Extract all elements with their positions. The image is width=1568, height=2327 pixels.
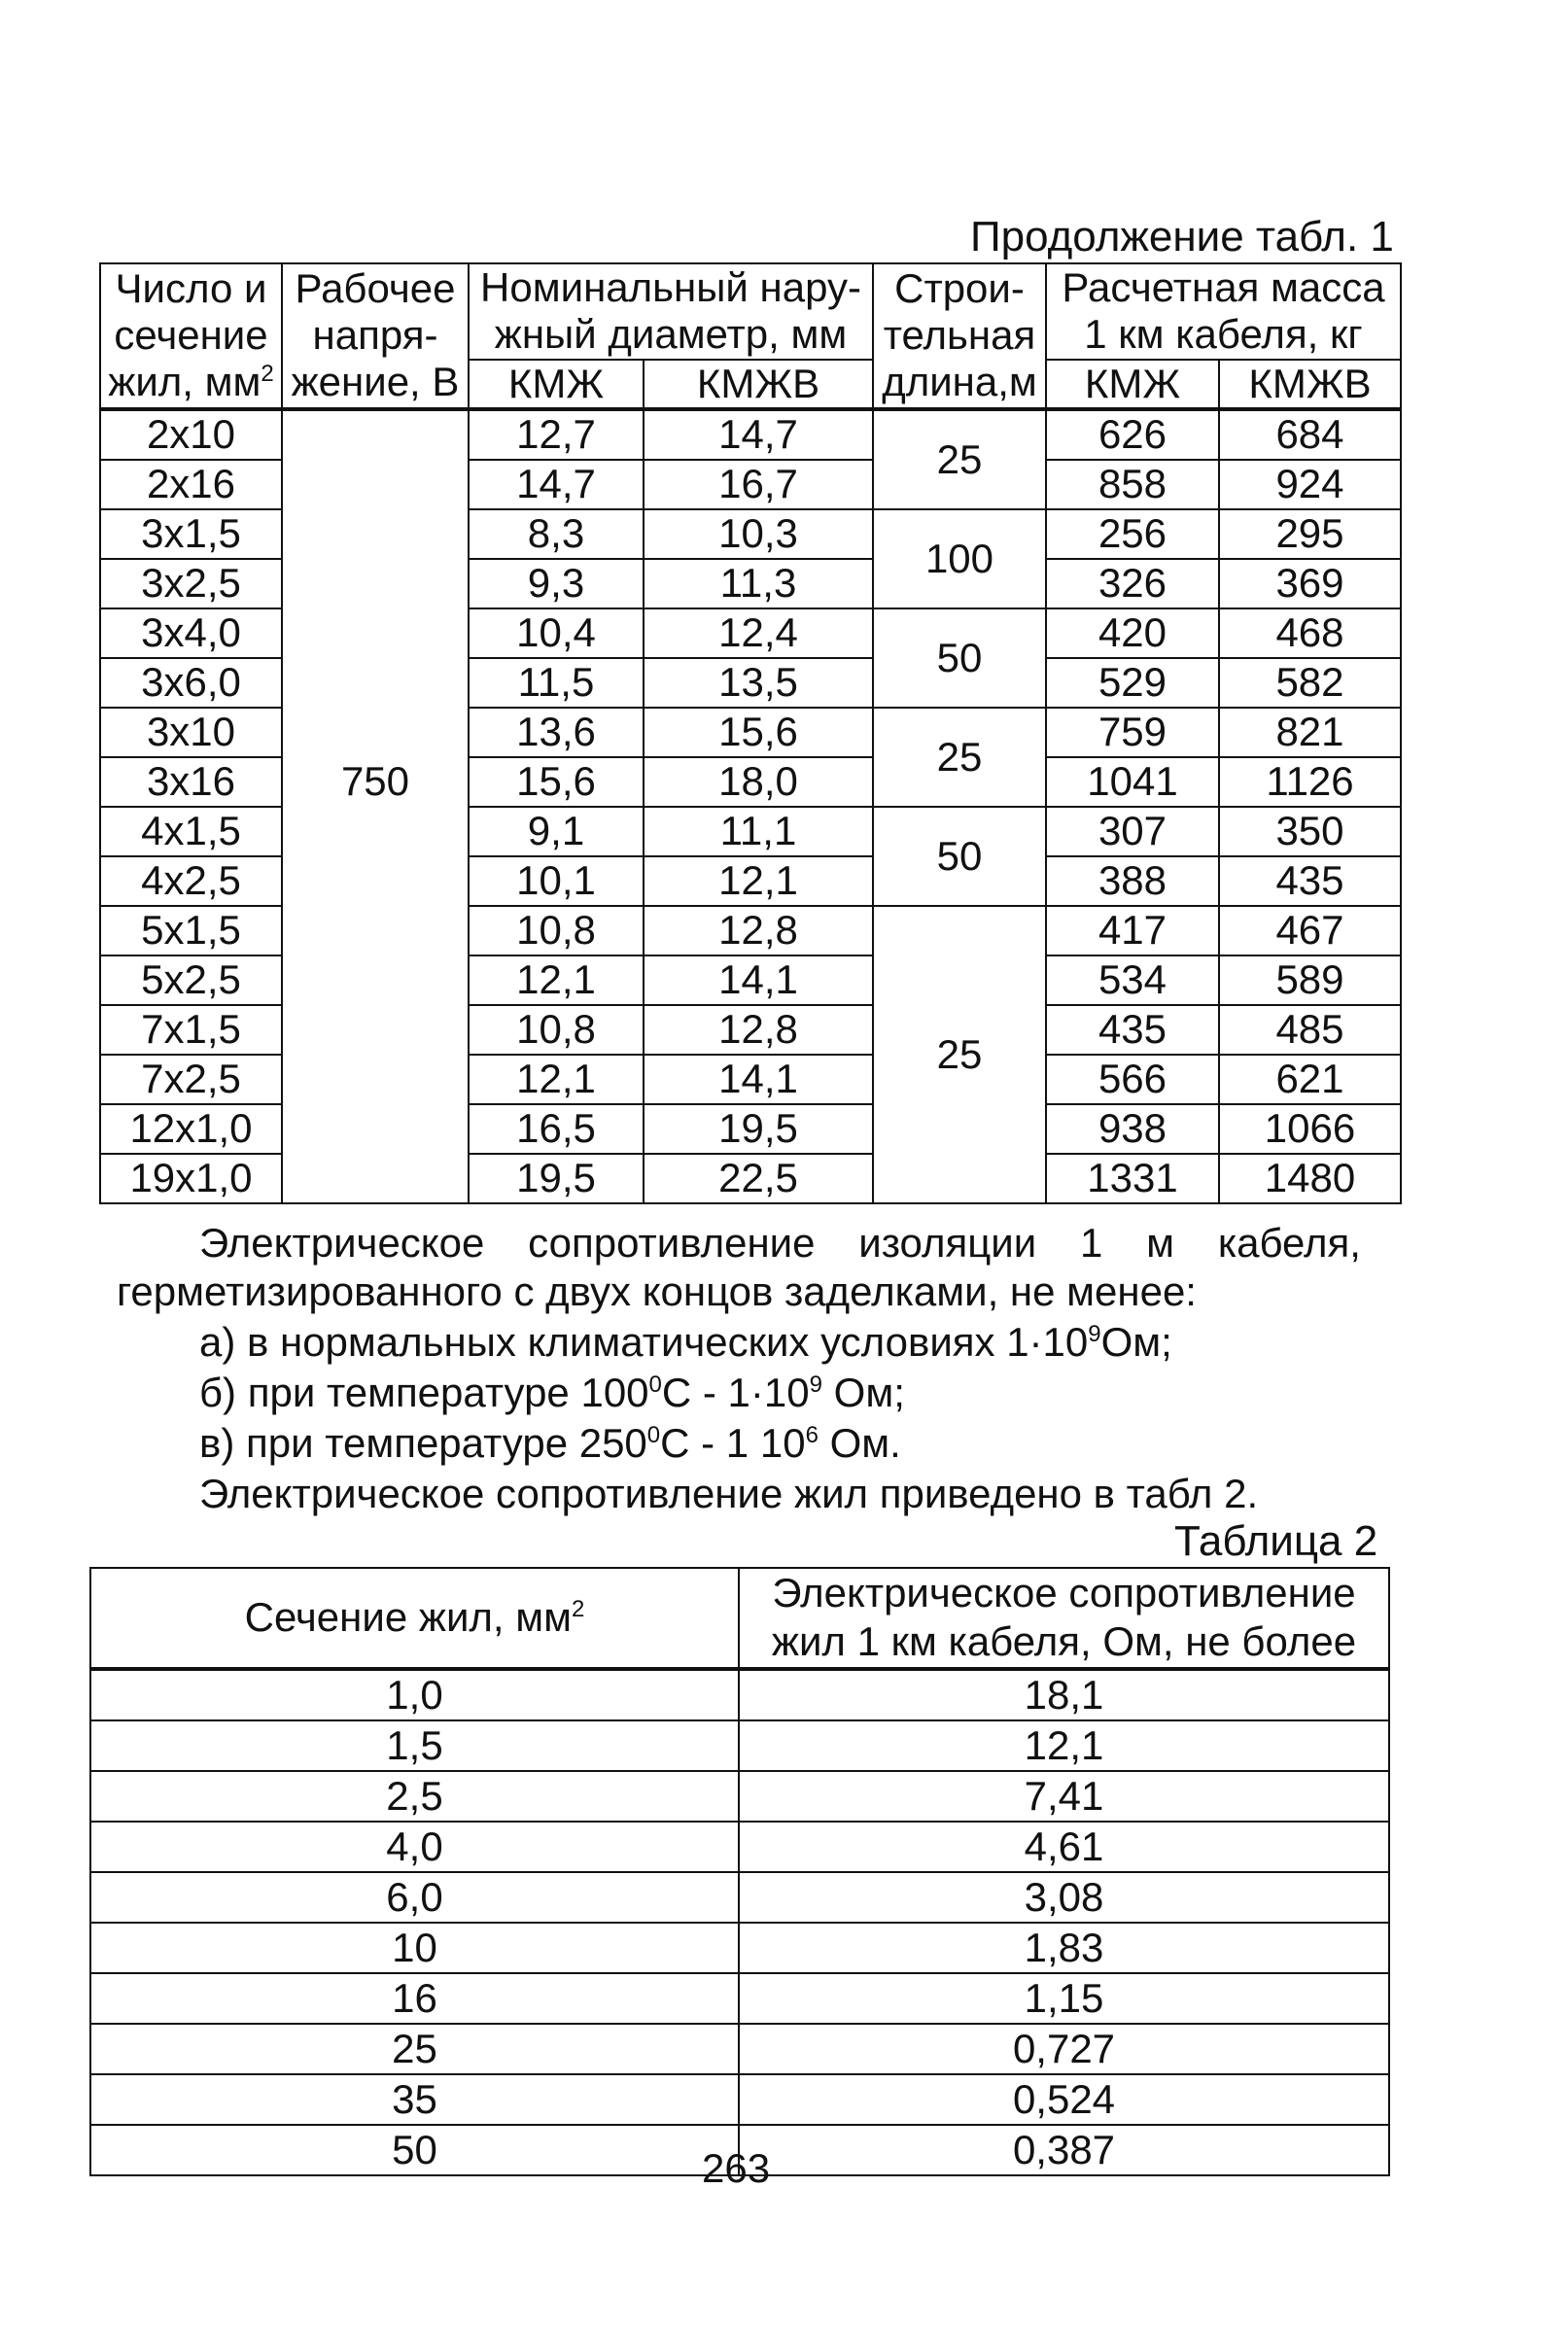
cell-mass-kmzhv: 621 (1219, 1055, 1401, 1104)
table-row (90, 1771, 1389, 1822)
table-row (90, 1669, 1389, 1720)
cell-section: 3х6,0 (100, 658, 282, 708)
cell-diameter-kmzh: 19,5 (469, 1154, 644, 1203)
cell-mass-kmzh: 256 (1046, 509, 1219, 559)
cell-voltage (282, 559, 469, 608)
item-b: б) при температуре $100^0С - 1\cdot 10^9$ Ом; (199, 1370, 905, 1415)
cell-diameter-kmzh: 12,7 (469, 409, 644, 460)
cell-mass-kmzh: 534 (1046, 955, 1219, 1005)
t2-header-section: Сечение жил, $мм^2$ (90, 1568, 739, 1669)
cell-diameter-kmzhv: 13,5 (644, 658, 873, 708)
cell-resistance: 4,61 (739, 1822, 1389, 1872)
cell-section: 3х10 (100, 708, 282, 757)
cell-section: 3х2,5 (100, 559, 282, 608)
cell-voltage (282, 1104, 469, 1154)
cell-mass-kmzhv: 1126 (1219, 757, 1401, 807)
cell-diameter-kmzh: 8,3 (469, 509, 644, 559)
item-a: а) в нормальных климатических условиях $1\cdot 10^9Ом$; (199, 1319, 1172, 1365)
cell-length: 25 (873, 906, 1046, 1203)
table-row (100, 658, 1401, 708)
cell-section: 19х1,0 (100, 1154, 282, 1203)
cell-mass-kmzh: 626 (1046, 409, 1219, 460)
cell-section: 5х2,5 (100, 955, 282, 1005)
cell-diameter-kmzh: 16,5 (469, 1104, 644, 1154)
cell-voltage (282, 955, 469, 1005)
cell-section: 5х1,5 (100, 906, 282, 955)
cell-section: 2х16 (100, 460, 282, 509)
cell-length: 25 (873, 409, 1046, 509)
cell-section: 6,0 (90, 1872, 739, 1923)
cell-length: 100 (873, 509, 1046, 608)
cell-voltage (282, 409, 469, 460)
cell-diameter-kmzh: 10,8 (469, 906, 644, 955)
cell-diameter-kmzh: 13,6 (469, 708, 644, 757)
cell-mass-kmzh: 420 (1046, 608, 1219, 658)
cell-diameter-kmzh: 9,3 (469, 559, 644, 608)
cell-diameter-kmzh: 14,7 (469, 460, 644, 509)
cell-voltage (282, 1055, 469, 1104)
cell-mass-kmzh: 938 (1046, 1104, 1219, 1154)
table-row (90, 1872, 1389, 1923)
cell-section: 4х2,5 (100, 856, 282, 906)
table1-caption: Продолжение табл. 1 (970, 213, 1394, 260)
cell-mass-kmzh: 1331 (1046, 1154, 1219, 1203)
table-row (100, 559, 1401, 608)
cell-mass-kmzhv: 435 (1219, 856, 1401, 906)
t2-header-resistance: Электрическое сопротивление жил 1 км кабеля, Ом, не более (739, 1568, 1389, 1669)
table-row (90, 1720, 1389, 1771)
cell-mass-kmzh: 529 (1046, 658, 1219, 708)
cell-diameter-kmzhv: 22,5 (644, 1154, 873, 1203)
table-row (90, 1923, 1389, 1973)
cell-diameter-kmzhv: 14,1 (644, 955, 873, 1005)
cell-resistance: 1,15 (739, 1973, 1389, 2024)
table-row (100, 757, 1401, 807)
cell-resistance: 12,1 (739, 1720, 1389, 1771)
cell-diameter-kmzhv: 11,1 (644, 807, 873, 856)
cell-diameter-kmzhv: 19,5 (644, 1104, 873, 1154)
cell-mass-kmzhv: 485 (1219, 1005, 1401, 1055)
cell-diameter-kmzh: 15,6 (469, 757, 644, 807)
cell-mass-kmzh: 566 (1046, 1055, 1219, 1104)
cell-mass-kmzhv: 924 (1219, 460, 1401, 509)
cell-section: 16 (90, 1973, 739, 2024)
paragraph-insulation-line2: герметизированного с двух концов заделками, не менее: (117, 1268, 1197, 1314)
cell-diameter-kmzhv: 14,7 (644, 409, 873, 460)
cell-mass-kmzh: 326 (1046, 559, 1219, 608)
cell-mass-kmzhv: 582 (1219, 658, 1401, 708)
cell-diameter-kmzhv: 11,3 (644, 559, 873, 608)
header-mass-kmzhv: КМЖВ (1219, 360, 1401, 409)
cell-mass-kmzh: 307 (1046, 807, 1219, 856)
paragraph-insulation-line1: Электрическое сопротивление изоляции 1 м кабеля, (199, 1220, 1361, 1266)
cell-mass-kmzh: 435 (1046, 1005, 1219, 1055)
cell-section: 3х4,0 (100, 608, 282, 658)
cell-diameter-kmzhv: 16,7 (644, 460, 873, 509)
cell-section: 4х1,5 (100, 807, 282, 856)
table-row (100, 1055, 1401, 1104)
header-mass: Расчетная масса 1 км кабеля, кг (1046, 263, 1401, 360)
item-c: в) при температуре $250^0С - 1$ $10^6$ Ом. (199, 1420, 901, 1466)
table-row (100, 460, 1401, 509)
cell-diameter-kmzhv: 12,1 (644, 856, 873, 906)
cell-section: 50 (90, 2125, 739, 2175)
cell-length: 50 (873, 608, 1046, 708)
cell-section: 7х2,5 (100, 1055, 282, 1104)
header-diameter-kmzhv: КМЖВ (644, 360, 873, 409)
cell-section: 3х1,5 (100, 509, 282, 559)
cell-mass-kmzh: 759 (1046, 708, 1219, 757)
cell-diameter-kmzh: 10,4 (469, 608, 644, 658)
table-row (90, 2024, 1389, 2074)
cell-section: 10 (90, 1923, 739, 1973)
cell-section: 3х16 (100, 757, 282, 807)
table-row (100, 1104, 1401, 1154)
cell-diameter-kmzh: 12,1 (469, 955, 644, 1005)
cell-voltage (282, 460, 469, 509)
cell-length: 25 (873, 708, 1046, 807)
cell-voltage (282, 708, 469, 757)
cell-voltage (282, 1005, 469, 1055)
paragraph-resistance: Электрическое сопротивление жил приведено в табл 2. (199, 1471, 1259, 1516)
cell-mass-kmzhv: 1480 (1219, 1154, 1401, 1203)
cell-section: 7х1,5 (100, 1005, 282, 1055)
cell-mass-kmzh: 1041 (1046, 757, 1219, 807)
cell-voltage (282, 658, 469, 708)
cell-diameter-kmzh: 11,5 (469, 658, 644, 708)
header-diameter: Номинальный нару- жный диаметр, мм (469, 263, 873, 360)
cell-resistance: 18,1 (739, 1669, 1389, 1720)
cell-voltage (282, 608, 469, 658)
cell-diameter-kmzhv: 18,0 (644, 757, 873, 807)
cell-mass-kmzhv: 468 (1219, 608, 1401, 658)
cell-diameter-kmzhv: 12,8 (644, 906, 873, 955)
cell-diameter-kmzhv: 10,3 (644, 509, 873, 559)
cell-diameter-kmzhv: 12,8 (644, 1005, 873, 1055)
table-row (100, 509, 1401, 559)
cell-voltage (282, 1154, 469, 1203)
header-diameter-kmzh: КМЖ (469, 360, 644, 409)
cell-mass-kmzhv: 295 (1219, 509, 1401, 559)
cell-mass-kmzhv: 684 (1219, 409, 1401, 460)
cell-mass-kmzhv: 369 (1219, 559, 1401, 608)
table1 (99, 262, 1402, 1204)
cell-mass-kmzh: 388 (1046, 856, 1219, 906)
cell-resistance: 1,83 (739, 1923, 1389, 1973)
cell-mass-kmzhv: 350 (1219, 807, 1401, 856)
header-voltage: Рабочее напря- жение, В (282, 263, 469, 409)
cell-length: 50 (873, 807, 1046, 906)
page-number: 263 (702, 2145, 771, 2191)
cell-section: 4,0 (90, 1822, 739, 1872)
cell-resistance: 3,08 (739, 1872, 1389, 1923)
cell-voltage (282, 906, 469, 955)
cell-diameter-kmzhv: 14,1 (644, 1055, 873, 1104)
cell-diameter-kmzh: 10,1 (469, 856, 644, 906)
table-row (100, 1154, 1401, 1203)
cell-resistance: 0,524 (739, 2074, 1389, 2125)
cell-voltage (282, 856, 469, 906)
table2 (89, 1567, 1390, 2176)
cell-section: 1,5 (90, 1720, 739, 1771)
header-length: Строи- тельная длина,м (873, 263, 1046, 409)
table-row (100, 856, 1401, 906)
cell-mass-kmzhv: 467 (1219, 906, 1401, 955)
cell-resistance: 0,727 (739, 2024, 1389, 2074)
cell-mass-kmzhv: 589 (1219, 955, 1401, 1005)
cell-diameter-kmzh: 12,1 (469, 1055, 644, 1104)
table-row (100, 807, 1401, 856)
cell-diameter-kmzh: 9,1 (469, 807, 644, 856)
cell-diameter-kmzhv: 12,4 (644, 608, 873, 658)
table-row (100, 608, 1401, 658)
header-mass-kmzh: КМЖ (1046, 360, 1219, 409)
table-row (100, 708, 1401, 757)
cell-section: 2х10 (100, 409, 282, 460)
cell-section: 2,5 (90, 1771, 739, 1822)
cell-section: 1,0 (90, 1669, 739, 1720)
cell-resistance: 7,41 (739, 1771, 1389, 1822)
table-row (100, 906, 1401, 955)
cell-voltage: 750 (282, 757, 469, 807)
cell-diameter-kmzhv: 15,6 (644, 708, 873, 757)
table-row (90, 1973, 1389, 2024)
table-row (90, 1822, 1389, 1872)
cell-voltage (282, 509, 469, 559)
table-row (100, 409, 1401, 460)
cell-mass-kmzhv: 1066 (1219, 1104, 1401, 1154)
table-row (100, 1005, 1401, 1055)
cell-diameter-kmzh: 10,8 (469, 1005, 644, 1055)
cell-mass-kmzh: 858 (1046, 460, 1219, 509)
cell-section: 35 (90, 2074, 739, 2125)
table2-caption: Таблица 2 (1174, 1517, 1378, 1565)
cell-mass-kmzh: 417 (1046, 906, 1219, 955)
header-section: Число и сечение жил, $мм^2$ (100, 263, 282, 409)
table-row (90, 2074, 1389, 2125)
cell-section: 25 (90, 2024, 739, 2074)
cell-voltage (282, 807, 469, 856)
table-row (100, 955, 1401, 1005)
cell-mass-kmzhv: 821 (1219, 708, 1401, 757)
cell-resistance: 0,387 (739, 2125, 1389, 2175)
cell-section: 12х1,0 (100, 1104, 282, 1154)
